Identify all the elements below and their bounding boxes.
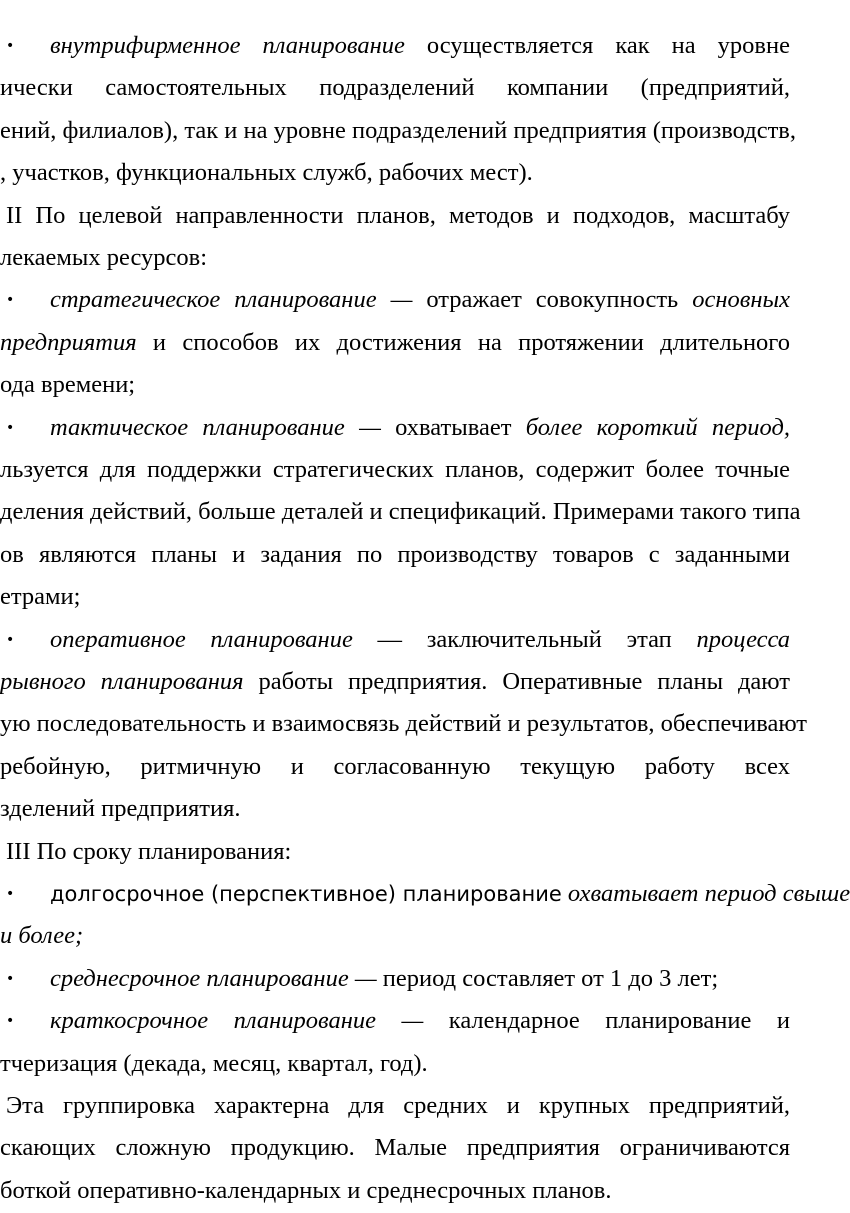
text-run: етрами; — [0, 583, 81, 610]
paragraph-line — [0, 921, 790, 951]
text-run: деления действий, больше деталей и спецификаций. Примерами такого типа — [0, 498, 801, 525]
text-run: тчеризация (декада, месяц, квартал, год). — [0, 1050, 428, 1077]
paragraph-line — [0, 370, 790, 400]
text-run: льзуется для поддержки стратегических планов, содержит более точные — [0, 456, 790, 483]
list-item-line — [50, 879, 850, 909]
paragraph-line — [0, 709, 808, 739]
bullet-glyph: • — [6, 420, 15, 436]
bullet-glyph: • — [6, 1013, 15, 1029]
italic-term: более короткий период, — [525, 414, 790, 441]
paragraph-line — [0, 667, 790, 697]
bullet-glyph: • — [6, 886, 15, 902]
bullet-glyph: • — [6, 632, 15, 648]
text-run: Эта группировка характерна для средних и крупных предприятий, — [6, 1092, 790, 1119]
paragraph-line — [0, 328, 790, 358]
list-item-line — [50, 413, 790, 443]
paragraph-line — [0, 582, 790, 612]
text-run: скающих сложную продукцию. Малые предприятия ограничиваются — [0, 1134, 790, 1161]
text-run: долгосрочное (перспективное) планирование — [50, 882, 562, 906]
text-run: и способов их достижения на протяжении длительного — [136, 329, 790, 356]
paragraph-line — [0, 1133, 790, 1163]
text-run: отражает совокупность — [426, 286, 693, 313]
paragraph-line — [0, 243, 790, 273]
italic-term: внутрифирменное планирование — [50, 32, 405, 59]
bullet-glyph: • — [6, 292, 15, 308]
paragraph-line — [0, 158, 790, 188]
text-run: ов являются планы и задания по производству товаров с заданными — [0, 541, 790, 568]
text-run: боткой оперативно-календарных и среднесрочных планов. — [0, 1177, 612, 1204]
italic-term: и более; — [0, 922, 84, 949]
section-heading-line — [6, 201, 790, 231]
paragraph-line — [0, 1049, 790, 1079]
section-heading-line — [6, 1091, 790, 1121]
italic-term: тактическое планирование — — [50, 414, 396, 441]
italic-term: охватывает период свыше — [561, 880, 850, 907]
text-run: , участков, функциональных служб, рабочих мест). — [0, 159, 533, 186]
text-run: охватывает — [395, 414, 526, 441]
text-run: III По сроку планирования: — [6, 838, 292, 865]
italic-term: процесса — [696, 626, 790, 653]
paragraph-line — [0, 73, 790, 103]
text-run: работы предприятия. Оперативные планы дают — [243, 668, 790, 695]
paragraph-line — [0, 455, 790, 485]
bullet-glyph: • — [6, 38, 15, 54]
italic-term: оперативное планирование — [50, 626, 353, 653]
bullet-glyph: • — [6, 971, 15, 987]
section-heading-line — [6, 837, 790, 867]
paragraph-line — [0, 752, 790, 782]
italic-term: среднесрочное планирование — — [50, 965, 377, 992]
text-run: ений, филиалов), так и на уровне подразделений предприятия (производств, — [0, 117, 796, 144]
text-run: зделений предприятия. — [0, 795, 241, 822]
italic-term: рывного планирования — [0, 668, 244, 695]
paragraph-line — [0, 1176, 790, 1206]
text-run: осуществляется как на уровне — [404, 32, 790, 59]
text-run: ода времени; — [0, 371, 136, 398]
list-item-line — [50, 964, 790, 994]
paragraph-line — [0, 116, 796, 146]
italic-term: предприятия — [0, 329, 137, 356]
paragraph-line — [0, 497, 801, 527]
text-run: ребойную, ритмичную и согласованную текущую работу всех — [0, 753, 790, 780]
text-run: ую последовательность и взаимосвязь действий и результатов, обеспечивают — [0, 710, 808, 737]
italic-term: стратегическое планирование — — [50, 286, 427, 313]
text-run: ически самостоятельных подразделений компании (предприятий, — [0, 74, 790, 101]
italic-term: основных — [692, 286, 791, 313]
italic-term: краткосрочное планирование — — [50, 1007, 449, 1034]
paragraph-line — [0, 540, 790, 570]
text-run: календарное планирование и — [448, 1007, 790, 1034]
text-run: лекаемых ресурсов: — [0, 244, 208, 271]
list-item-line — [50, 1006, 790, 1036]
text-run: II По целевой направленности планов, методов и подходов, масштабу — [6, 202, 790, 229]
text-run: период составляет от 1 до 3 лет; — [376, 965, 719, 992]
text-run: — заключительный этап — [352, 626, 697, 653]
list-item-line — [50, 625, 790, 655]
list-item-line — [50, 31, 790, 61]
list-item-line — [50, 285, 790, 315]
paragraph-line — [0, 794, 790, 824]
